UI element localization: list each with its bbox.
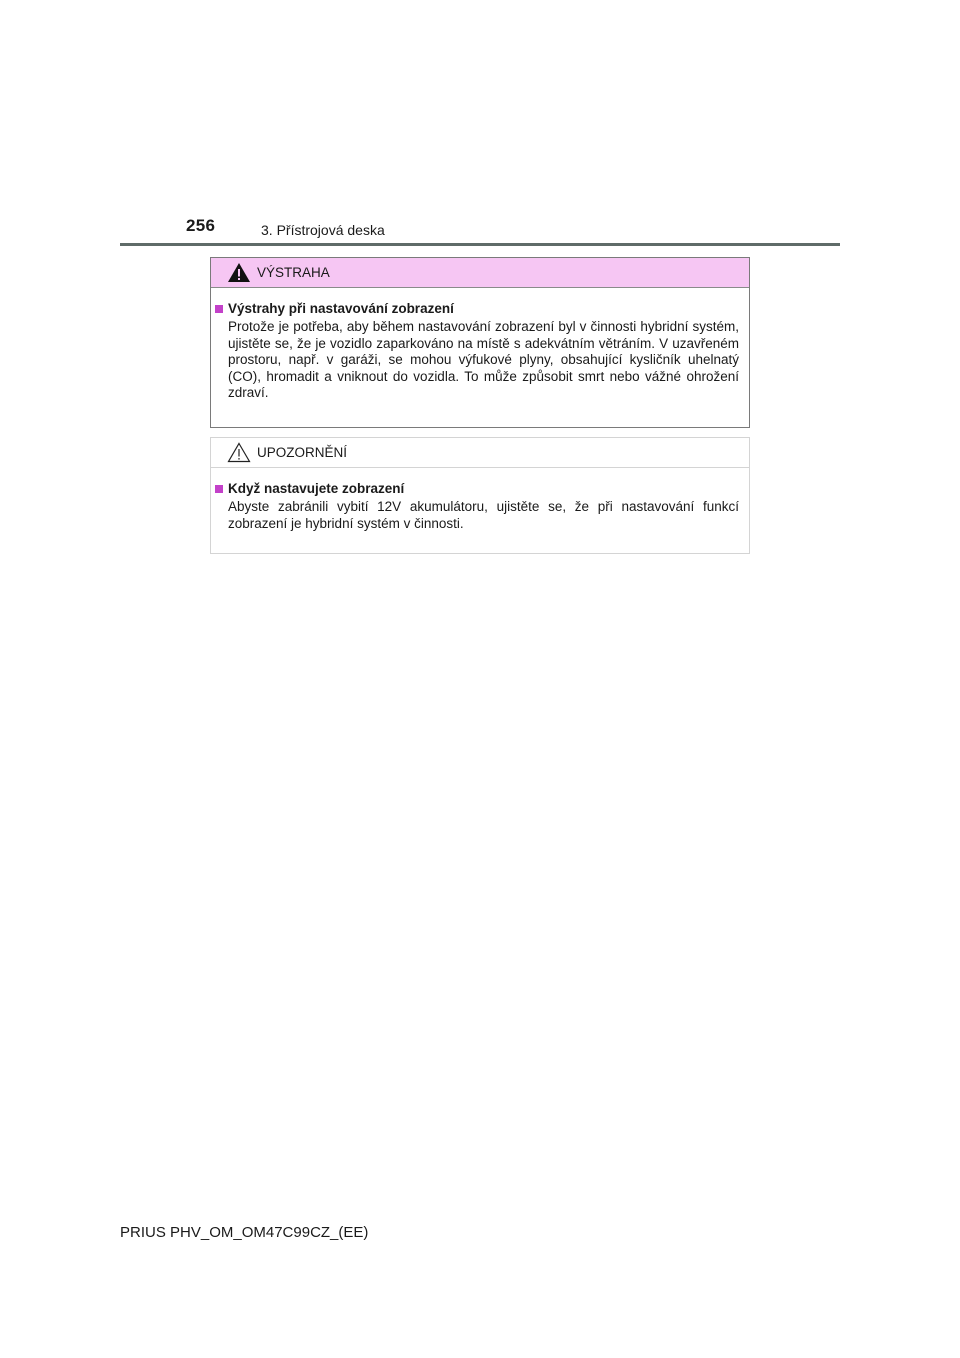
caution-item-title xyxy=(215,481,739,496)
square-bullet-icon xyxy=(215,305,223,313)
caution-item-title-text: Když nastavujete zobrazení xyxy=(228,481,405,496)
square-bullet-icon xyxy=(215,485,223,493)
warning-box-header xyxy=(211,258,749,288)
warning-triangle-filled-icon xyxy=(227,262,251,283)
warning-item-title-text: Výstrahy při nastavování zobrazení xyxy=(228,301,454,316)
caution-box-body xyxy=(211,468,749,532)
header-rule xyxy=(120,243,840,246)
document-code: PRIUS PHV_OM_OM47C99CZ_(EE) xyxy=(120,1224,369,1241)
caution-heading: UPOZORNĚNÍ xyxy=(257,445,348,460)
warning-heading: VÝSTRAHA xyxy=(257,265,330,280)
page-number: 256 xyxy=(186,216,216,235)
caution-item-text: Abyste zabránili vybití 12V akumulátoru, ujistěte se, že při nastavování funkcí zobrazení je hybridní systém v činnosti. xyxy=(228,499,739,531)
caution-box-header xyxy=(211,438,749,468)
caution-box xyxy=(210,437,750,554)
warning-triangle-outline-icon xyxy=(227,442,251,463)
section-title: 3. Přístrojová deska xyxy=(261,222,385,238)
warning-box-body xyxy=(211,288,749,402)
warning-item-text: Protože je potřeba, aby během nastavování zobrazení byl v činnosti hybridní systém, ujistěte se, že je vozidlo zaparkováno na místě s adekvátním větráním. V uzavřeném prostoru, např. v garáži, se mohou výfukové plyny, obsahující kysličník uhelnatý (CO), hromadit a vniknout do vozidla. To může způsobit smrt nebo vážné ohrožení zdraví. xyxy=(228,319,739,400)
warning-item-title xyxy=(215,301,739,316)
warning-box xyxy=(210,257,750,428)
